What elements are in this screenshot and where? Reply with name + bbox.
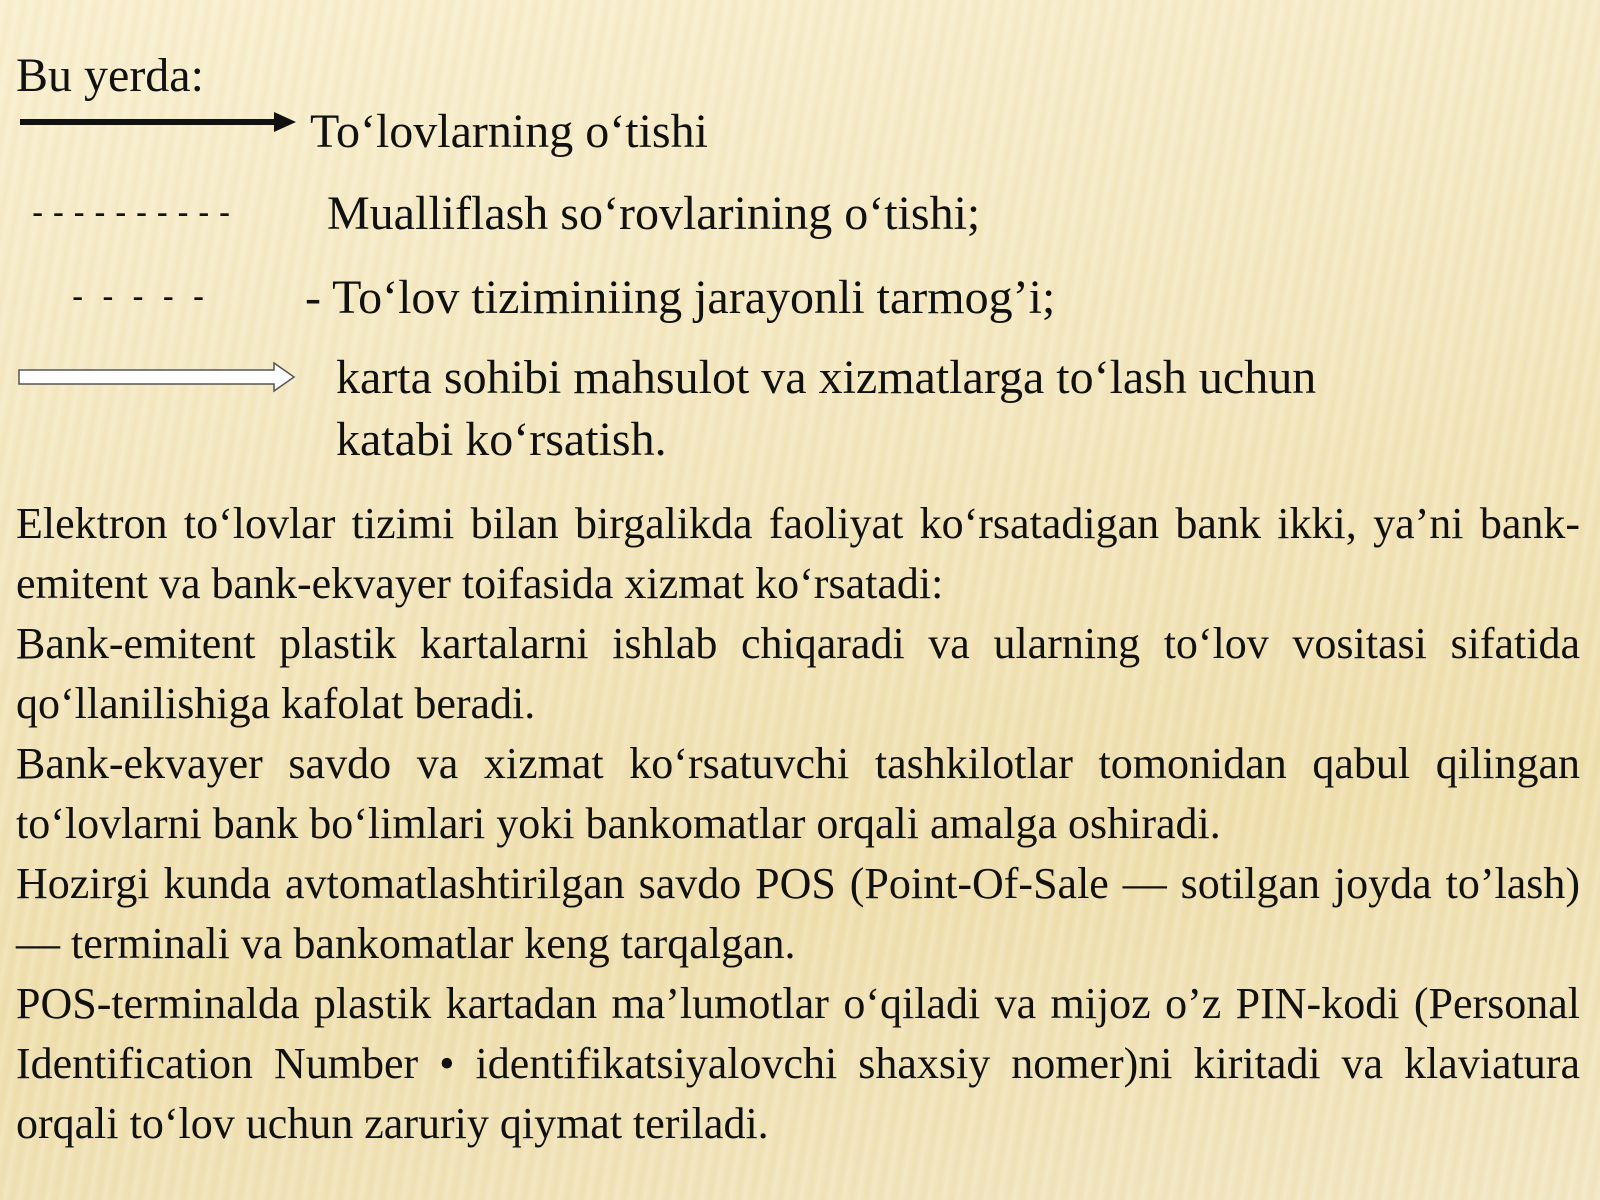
paragraph-bank-ekvayer: Bank-ekvayer savdo va xizmat ko‘rsatuvchi tashkilotlar tomonidan qabul qilingan to‘lovlarni bank bo‘limlari yoki bankomatlar orqali amalga oshiradi. xyxy=(16,739,1580,848)
legend-label-processing-network: - To‘lov tiziminiing jarayonli tarmog’i; xyxy=(305,271,1056,324)
body-text xyxy=(16,494,1580,1154)
legend-label-authorization: Mualliflash so‘rovlarining o‘tishi; xyxy=(327,187,981,240)
legend-label-card-presentation-line1: karta sohibi mahsulot va xizmatlarga to‘lash uchun xyxy=(336,351,1317,404)
heading: Bu yerda: xyxy=(16,49,204,102)
paragraph-bank-emitent: Bank-emitent plastik kartalarni ishlab chiqaradi va ularning to‘lov vositasi sifatida qo‘llanilishiga kafolat beradi. xyxy=(16,619,1580,728)
paragraph-bank-types: Elektron to‘lovlar tizimi bilan birgalikda faoliyat ko‘rsatadigan bank ikki, ya’ni bank-emitent va bank-ekvayer toifasida xizmat ko‘rsatadi: xyxy=(16,499,1580,608)
legend-label-card-presentation-line2: katabi ko‘rsatish. xyxy=(336,413,667,466)
solid-arrow-icon xyxy=(16,108,298,136)
paragraph-pos-terminals: Hozirgi kunda avtomatlashtirilgan savdo POS (Point-Of-Sale — sotilgan joyda to’lash)— terminali va bankomatlar keng tarqalgan. xyxy=(16,859,1580,968)
dashed-line-icon: - - - - - - - - - - xyxy=(32,194,231,232)
paragraph-pin-entry: POS-terminalda plastik kartadan ma’lumotlar o‘qiladi va mijoz o’z PIN-kodi (Personal Identification Number • identifikatsiyalovchi shaxsiy nomer)ni kiritadi va klaviatura orqali to‘lov uchun zaruriy qiymat teriladi. xyxy=(16,979,1580,1148)
hollow-arrow-icon xyxy=(16,360,298,394)
legend-label-payment-flow: To‘lovlarning o‘tishi xyxy=(310,105,708,158)
sparse-dashed-line-icon: - - - - - xyxy=(72,278,205,316)
